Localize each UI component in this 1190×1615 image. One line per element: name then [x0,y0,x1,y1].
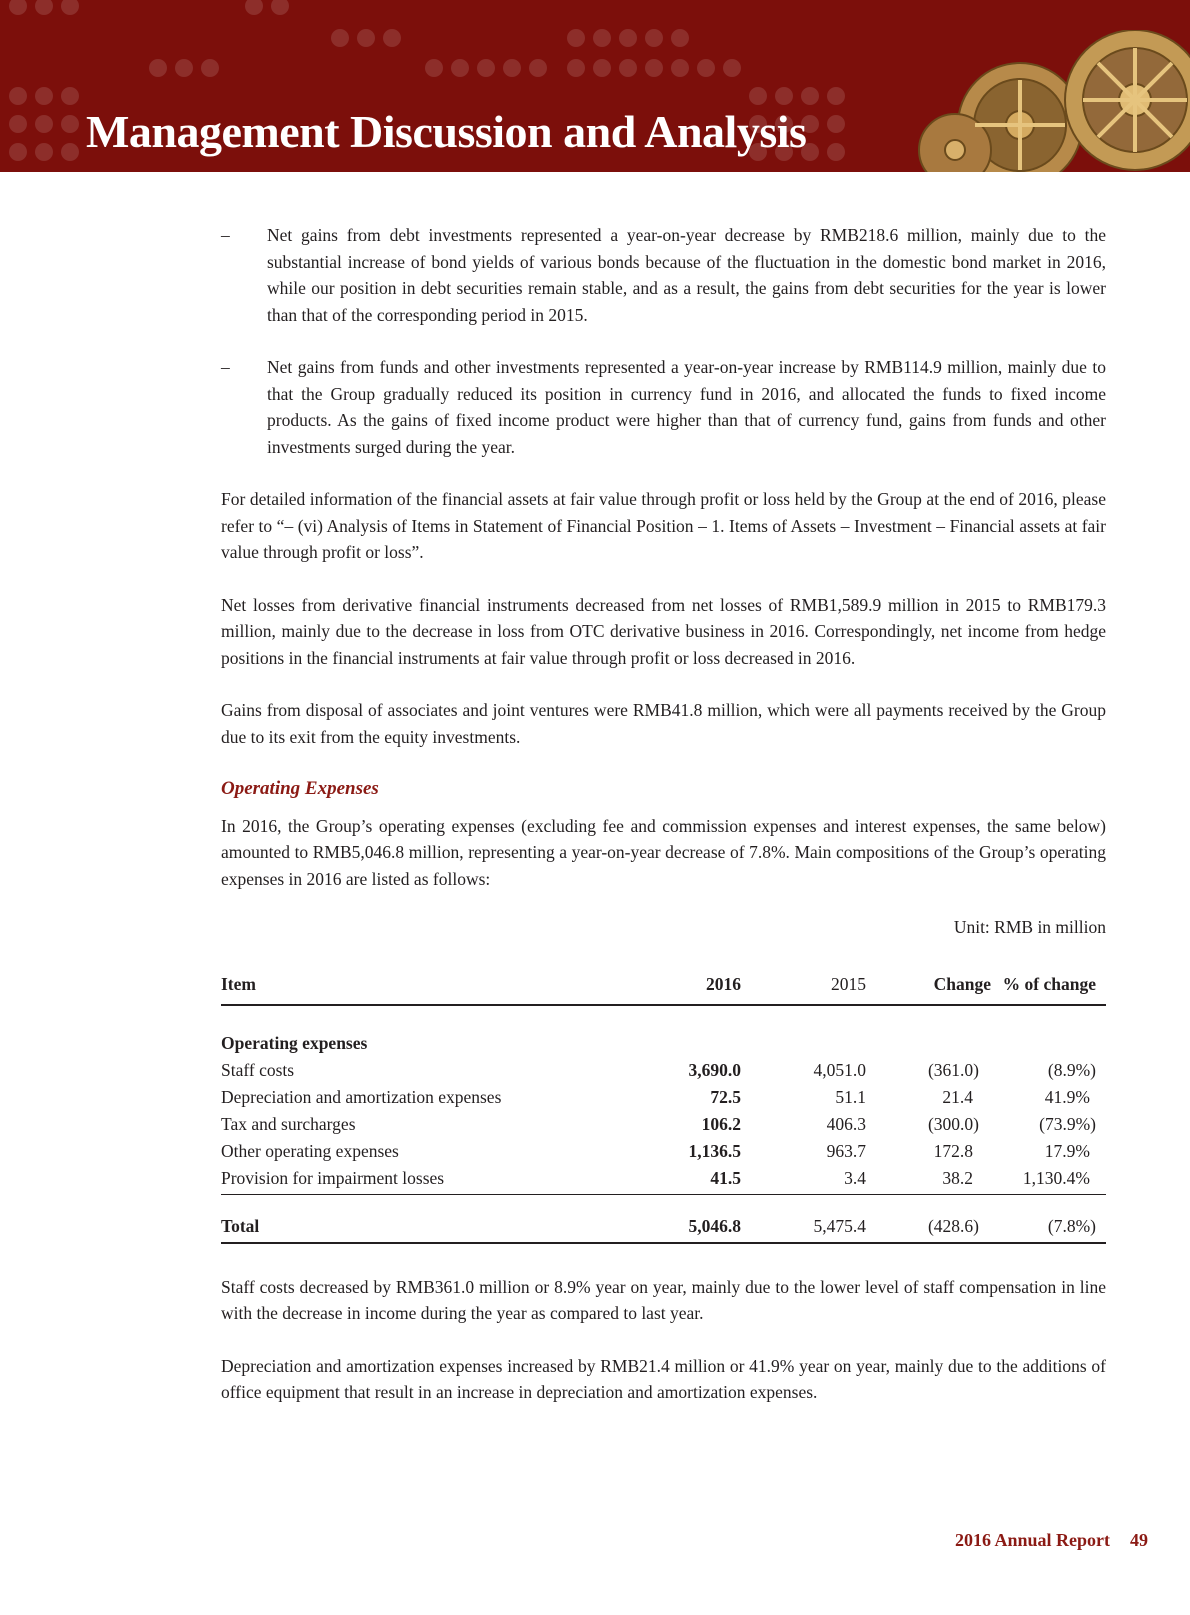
cell-change: (361.0) [927,1059,979,1080]
table-row [221,1057,1106,1084]
cell-2015: 51.1 [835,1086,866,1107]
cell-item: Staff costs [221,1059,295,1080]
closing-section [221,1274,1106,1406]
page-content [221,222,1106,1432]
paragraph: Depreciation and amortization expenses increased by RMB21.4 million or 41.9% year on year, mainly due to the additions of office equipment that result in an increase in depreciation and amortization expenses. [221,1355,1106,1402]
total-label: Total [221,1213,631,1243]
paragraph: Staff costs decreased by RMB361.0 million or 8.9% year on year, mainly due to the lower level of staff compensation in line with the decrease in income during the year as compared to last year. [221,1276,1106,1323]
header-pct-change: % of change [991,971,1106,1005]
cell-item: Provision for impairment losses [221,1165,631,1195]
cell-pct-change: 17.9% [1044,1140,1090,1161]
bullet-dash: – [221,357,230,377]
header-2015: 2015 [741,971,866,1005]
cell-item: Depreciation and amortization expenses [221,1086,502,1107]
section-intro: In 2016, the Group’s operating expenses (excluding fee and commission expenses and interest expenses, the same below) amounted to RMB5,046.8 million, representing a year-on-year decrease of 7.8%. Main compositions of the Group’s operating expenses in 2016 are listed as follows: [221,815,1106,889]
header-banner [0,0,1190,172]
operating-expenses-table [221,971,1106,1244]
cell-pct-change: (8.9%) [1047,1059,1096,1080]
page-title: Management Discussion and Analysis [86,106,807,157]
cell-2016: 3,690.0 [688,1059,741,1080]
cell-change: (300.0) [927,1113,979,1134]
cell-2016: 41.5 [631,1165,741,1195]
total-pct-change: (7.8%) [991,1213,1106,1243]
cell-pct-change: 41.9% [1044,1086,1090,1107]
cell-change: 38.2 [866,1165,991,1195]
bullet-dash: – [221,225,230,245]
bullet-item [221,354,1106,460]
header-change: Change [866,971,991,1005]
gears-illustration [900,30,1190,172]
paragraph: Net losses from derivative financial instruments decreased from net losses of RMB1,589.9 million in 2015 to RMB179.3 million, mainly due to the decrease in loss from OTC derivative business in 2016. Correspondingly, net income from hedge positions in the financial instruments at fair value through profit or loss decreased in 2016. [221,594,1106,668]
cell-2015: 4,051.0 [813,1059,866,1080]
page-number: 49 [1130,1530,1148,1550]
cell-pct-change: (73.9%) [1039,1113,1096,1134]
total-2015: 5,475.4 [741,1213,866,1243]
header-item: Item [221,971,631,1005]
group-label: Operating expenses [221,1032,368,1053]
table-unit: Unit: RMB in million [953,917,1106,937]
cell-2015: 406.3 [826,1113,866,1134]
section-heading: Operating Expenses [221,778,379,799]
table-group-row [221,1024,1106,1057]
table-row [221,1111,1106,1138]
bullet-item [221,222,1106,328]
cell-item: Tax and surcharges [221,1113,356,1134]
table-total-row [221,1213,1106,1243]
table-row [221,1165,1106,1195]
cell-change: 172.8 [933,1140,973,1161]
cell-2015: 963.7 [826,1140,866,1161]
cell-2016: 72.5 [710,1086,741,1107]
header-2016: 2016 [631,971,741,1005]
footer-report-name: 2016 Annual Report [954,1530,1110,1550]
cell-pct-change: 1,130.4% [991,1165,1106,1195]
page-footer [955,1530,1148,1551]
bullet-text: Net gains from funds and other investments represented a year-on-year increase by RMB114.9 million, mainly due to that the Group gradually reduced its position in currency fund in 2016, and allocated the funds to fixed income products. As the gains of fixed income product were higher than that of currency fund, gains from funds and other investments surged during the year. [267,357,1106,457]
cell-item: Other operating expenses [221,1140,399,1161]
cell-change: 21.4 [942,1086,973,1107]
paragraph: Gains from disposal of associates and joint ventures were RMB41.8 million, which were all payments received by the Group due to its exit from the equity investments. [221,700,1106,747]
bullet-text: Net gains from debt investments represented a year-on-year decrease by RMB218.6 million, mainly due to the substantial increase of bond yields of various bonds because of the fluctuation in the domestic bond market in 2016, while our position in debt securities remain stable, and as a result, the gains from debt securities for the year is lower than that of the corresponding period in 2015. [267,225,1106,325]
table-header-row [221,971,1106,1005]
total-change: (428.6) [866,1213,991,1243]
total-2016: 5,046.8 [631,1213,741,1243]
cell-2015: 3.4 [741,1165,866,1195]
table-row [221,1084,1106,1111]
paragraph: For detailed information of the financial assets at fair value through profit or loss held by the Group at the end of 2016, please refer to “– (vi) Analysis of Items in Statement of Financial Position – 1. Items of Assets – Investment – Financial assets at fair value through profit or loss”. [221,489,1106,562]
table-row [221,1138,1106,1165]
cell-2016: 1,136.5 [688,1140,741,1161]
cell-2016: 106.2 [701,1113,741,1134]
